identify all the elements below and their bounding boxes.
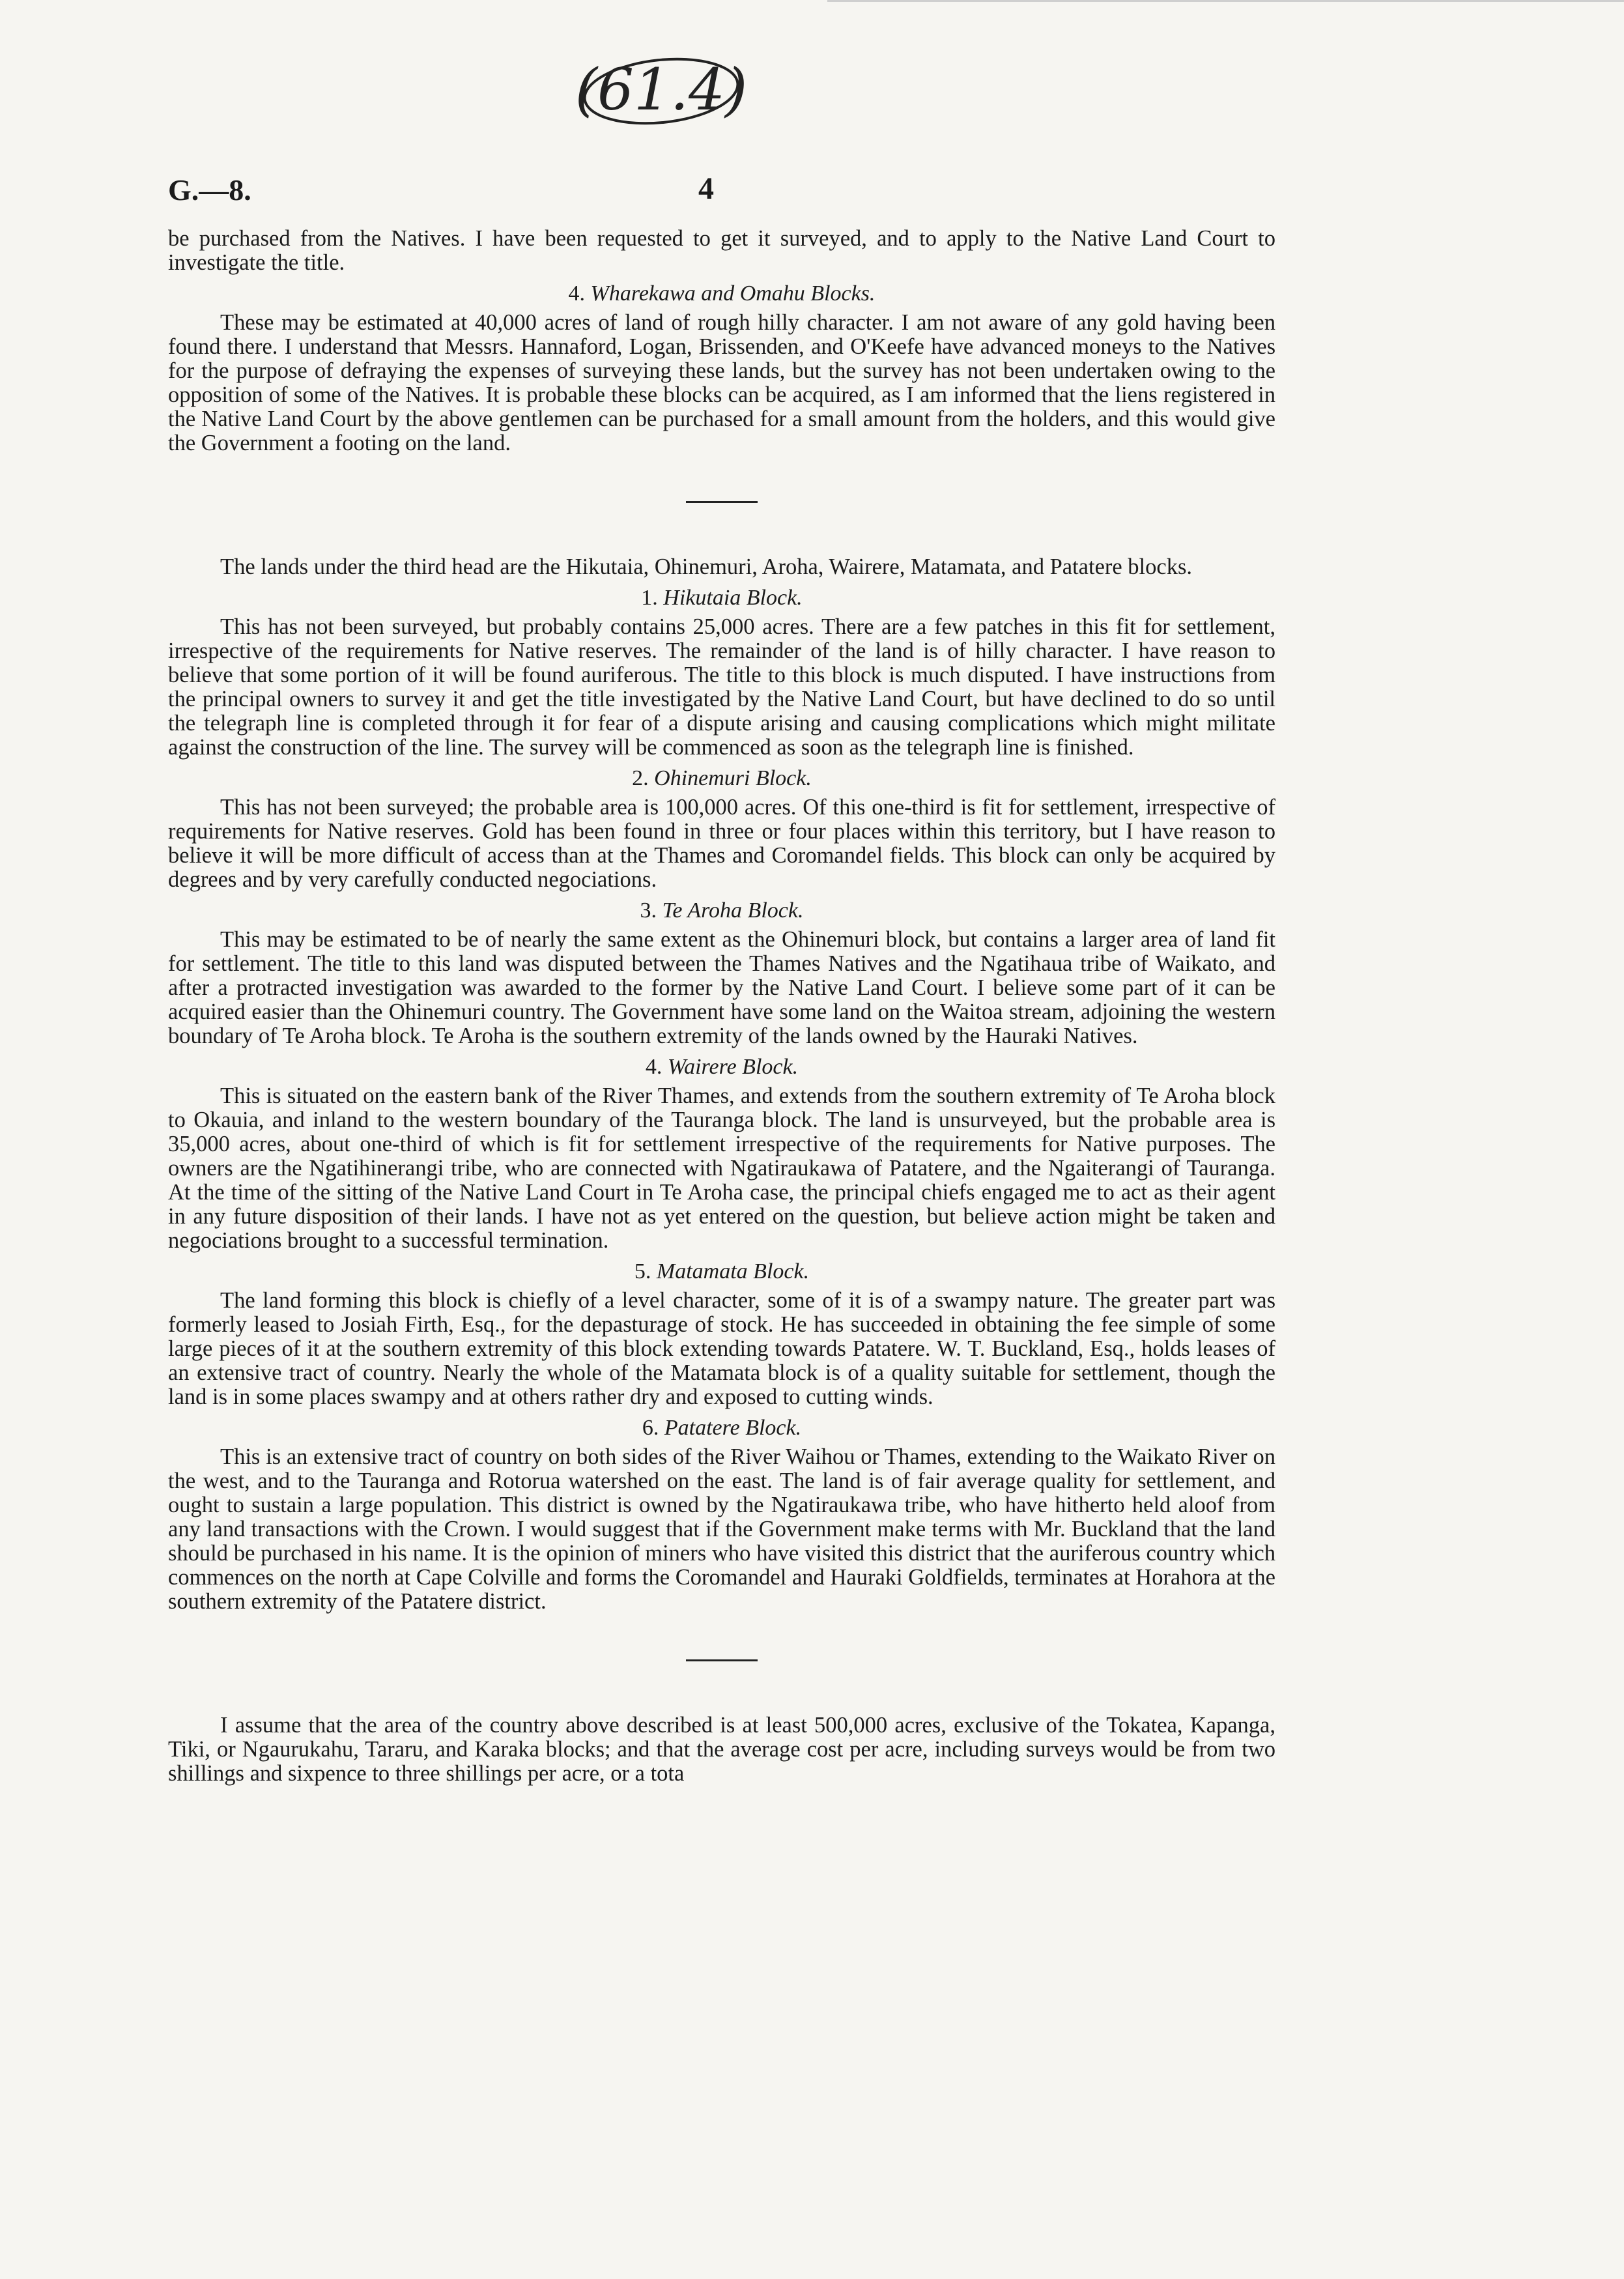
section-heading-hikutaia bbox=[168, 586, 1275, 610]
section-paragraph-hikutaia: This has not been surveyed, but probably contains 25,000 acres. There are a few patches in this fit for settlement, irrespective of the requirements for Native reserves. The remainder of the land is of hilly character. I have reason to believe that some portion of it will be found auriferous. The title to this block is much disputed. I have instructions from the principal owners to survey it and get the title investigated by the Native Land Court, but have declined to do so until the telegraph line is completed through it for fear of a dispute arising and causing complications which might militate against the construction of the line. The survey will be commenced as soon as the telegraph line is finished. bbox=[168, 614, 1275, 760]
section-title: Wairere Block. bbox=[667, 1055, 799, 1079]
section-divider bbox=[686, 501, 758, 503]
section-paragraph-ohinemuri: This has not been surveyed; the probable area is 100,000 acres. Of this one-third is fit for settlement, irrespective of requirements for Native reserves. Gold has been found in three or four places within this territory, but I have reason to believe it will be more difficult of access than at the Thames and Coromandel fields. This block can only be acquired by degrees and by very carefully conducted negociations. bbox=[168, 795, 1275, 892]
section-number: 3. bbox=[640, 898, 657, 923]
section-title: Patatere Block. bbox=[664, 1416, 802, 1440]
section-heading-patatere bbox=[168, 1416, 1275, 1440]
section-number: 1. bbox=[641, 586, 658, 610]
section-number: 5. bbox=[634, 1259, 651, 1283]
handwritten-annotation-text: (61.4) bbox=[575, 55, 748, 123]
section-number: 6. bbox=[642, 1416, 659, 1440]
handwritten-annotation bbox=[577, 47, 746, 132]
section-heading-te-aroha bbox=[168, 898, 1275, 923]
section-paragraph-te-aroha: This may be estimated to be of nearly the same extent as the Ohinemuri block, but contains a larger area of land fit for settlement. The title to this land was disputed between the Thames Natives and the Ngatihaua tribe of Waikato, and after a protracted investigation was awarded to the former by the Native Land Court. I believe some part of it can be acquired easier than the Ohinemuri country. The Government have some land on the Waitoa stream, adjoining the western boundary of Te Aroha block. Te Aroha is the southern extremity of the lands owned by the Hauraki Natives. bbox=[168, 927, 1275, 1048]
section-title: Wharekawa and Omahu Blocks. bbox=[590, 281, 876, 306]
top-edge-rule bbox=[827, 0, 1624, 2]
section-title: Hikutaia Block. bbox=[663, 586, 803, 610]
page-number: 4 bbox=[698, 171, 714, 206]
section-number: 4. bbox=[568, 281, 586, 306]
section-number: 4. bbox=[645, 1055, 662, 1079]
closing-paragraph: I assume that the area of the country above described is at least 500,000 acres, exclusive of the Tokatea, Kapanga, Tiki, or Ngaurukahu, Tararu, and Karaka blocks; and that the average cost per acre, including surveys would be from two shillings and sixpence to three shillings per acre, or a tota bbox=[168, 1713, 1275, 1786]
section-heading-ohinemuri bbox=[168, 766, 1275, 790]
section-paragraph-patatere: This is an extensive tract of country on both sides of the River Waihou or Thames, extending to the Waikato River on the west, and to the Tauranga and Rotorua watershed on the east. The land is of fair average quality for settlement, and ought to sustain a large population. This district is owned by the Ngatiraukawa tribe, who have hitherto held aloof from any land transactions with the Crown. I would suggest that if the Government make terms with Mr. Buckland that the land should be purchased in his name. It is the opinion of miners who have visited this district that the auriferous country which commences on the north at Cape Colville and forms the Coromandel and Hauraki Goldfields, terminates at Horahora at the southern extremity of the Patatere district. bbox=[168, 1444, 1275, 1614]
section-heading-wharekawa bbox=[168, 281, 1275, 306]
section-paragraph-matamata: The land forming this block is chiefly of a level character, some of it is of a swampy nature. The greater part was formerly leased to Josiah Firth, Esq., for the depasturage of stock. He has succeeded in obtaining the fee simple of some large pieces of it at the southern extremity of this block extending towards Patatere. W. T. Buckland, Esq., holds leases of an extensive tract of country. Nearly the whole of the Matamata block is of a quality suitable for settlement, though the land is in some places swampy and at others rather dry and exposed to cutting winds. bbox=[168, 1288, 1275, 1409]
section-paragraph-wharekawa: These may be estimated at 40,000 acres of land of rough hilly character. I am not aware of any gold having been found there. I understand that Messrs. Hannaford, Logan, Brissenden, and O'Keefe have advanced moneys to the Natives for the purpose of defraying the expenses of surveying these lands, but the survey has not been undertaken owing to the opposition of some of the Natives. It is probable these blocks can be acquired, as I am informed that the liens registered in the Native Land Court by the above gentlemen can be purchased for a small amount from the holders, and this would give the Government a footing on the land. bbox=[168, 310, 1275, 455]
section-number: 2. bbox=[632, 766, 649, 790]
section-title: Ohinemuri Block. bbox=[654, 766, 812, 790]
third-head-intro: The lands under the third head are the Hikutaia, Ohinemuri, Aroha, Wairere, Matamata, and Patatere blocks. bbox=[220, 554, 1193, 579]
continuation-paragraph: be purchased from the Natives. I have been requested to get it surveyed, and to apply to the Native Land Court to investigate the title. bbox=[168, 226, 1275, 275]
section-divider bbox=[686, 1659, 758, 1661]
document-code: G.—8. bbox=[168, 173, 251, 207]
section-heading-wairere bbox=[168, 1055, 1275, 1079]
section-heading-matamata bbox=[168, 1259, 1275, 1283]
section-title: Matamata Block. bbox=[656, 1259, 810, 1283]
section-title: Te Aroha Block. bbox=[662, 898, 804, 923]
document-body bbox=[168, 227, 1275, 1786]
section-paragraph-wairere: This is situated on the eastern bank of the River Thames, and extends from the southern extremity of Te Aroha block to Okauia, and inland to the western boundary of the Tauranga block. The land is unsurveyed, but the probable area is 35,000 acres, about one-third of which is fit for settlement irrespective of the requirements for Native purposes. The owners are the Ngatihinerangi tribe, who are connected with Ngatiraukawa of Patatere, and the Ngaiterangi of Tauranga. At the time of the sitting of the Native Land Court in Te Aroha case, the principal chiefs engaged me to act as their agent in any future disposition of their lands. I have not as yet entered on the question, but believe action might be taken and negociations brought to a successful termination. bbox=[168, 1083, 1275, 1253]
